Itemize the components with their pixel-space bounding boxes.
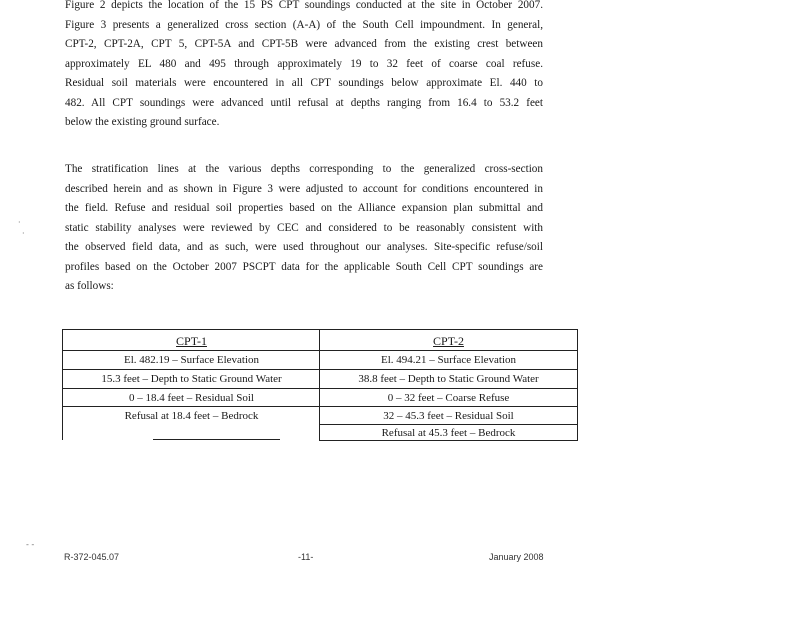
text-line: as follows: <box>65 280 114 292</box>
text-line: The stratification lines at the various depths corresponding to the generalized cross-section <box>65 163 543 175</box>
cpt-2-coarse-refuse: 0 – 32 feet – Coarse Refuse <box>387 392 510 404</box>
report-date: January 2008 <box>489 552 544 562</box>
cpt-2-header: CPT-2 <box>433 334 464 348</box>
cpt-2-surface-elevation: El. 494.21 – Surface Elevation <box>380 354 517 366</box>
paragraph-cpt-soundings <box>65 0 543 133</box>
text-line: approximately EL 480 and 495 through approximately 19 to 32 feet of coarse coal refuse. <box>65 57 543 70</box>
text-line: static stability analyses were reviewed by CEC and considered to be reasonably consistent with <box>65 221 543 234</box>
scan-artifact: · <box>22 229 25 238</box>
cpt-1-surface-elevation: El. 482.19 – Surface Elevation <box>123 354 260 366</box>
text-line: the observed field data, and as such, were used throughout our analyses. Site-specific refuse/soil <box>65 241 543 253</box>
report-number: R-372-045.07 <box>64 552 120 562</box>
text-line: described herein and as shown in Figure 3 were adjusted to account for conditions encountered in <box>65 182 543 195</box>
text-line: the field. Refuse and residual soil properties based on the Alliance expansion plan submittal and <box>65 202 543 214</box>
cpt-2-residual-soil: 32 – 45.3 feet – Residual Soil <box>383 410 514 422</box>
cpt-1-column <box>62 329 320 440</box>
cpt-2-column <box>319 329 578 441</box>
cpt-2-groundwater-depth: 38.8 feet – Depth to Static Ground Water <box>358 373 539 385</box>
row-divider <box>153 439 280 440</box>
text-line: profiles based on the October 2007 PSCPT data for the applicable South Cell CPT soundings are <box>65 260 543 273</box>
cpt-2-refusal: Refusal at 45.3 feet – Bedrock <box>381 427 516 439</box>
cpt-1-residual-soil: 0 – 18.4 feet – Residual Soil <box>129 392 254 404</box>
scan-artifact: · <box>18 218 21 227</box>
cpt-1-header: CPT-1 <box>176 334 207 348</box>
cpt-1-refusal: Refusal at 18.4 feet – Bedrock <box>124 410 259 422</box>
page-number: -11- <box>298 552 314 562</box>
paragraph-stratification <box>65 160 543 297</box>
text-line: Figure 2 depicts the location of the 15 PS CPT soundings conducted at the site in October 2007. <box>65 0 543 11</box>
cpt-1-groundwater-depth: 15.3 feet – Depth to Static Ground Water <box>101 373 282 385</box>
text-line: 482. All CPT soundings were advanced until refusal at depths ranging from 16.4 to 53.2 feet <box>65 96 543 109</box>
text-line: Figure 3 presents a generalized cross section (A-A) of the South Cell impoundment. In general, <box>65 18 543 31</box>
text-line: Residual soil materials were encountered in all CPT soundings below approximate El. 440 to <box>65 77 543 89</box>
scan-artifact: - - <box>26 540 35 549</box>
text-line: below the existing ground surface. <box>65 116 220 128</box>
text-line: CPT-2, CPT-2A, CPT 5, CPT-5A and CPT-5B were advanced from the existing crest between <box>65 38 543 50</box>
cpt-profile-table <box>62 329 576 439</box>
